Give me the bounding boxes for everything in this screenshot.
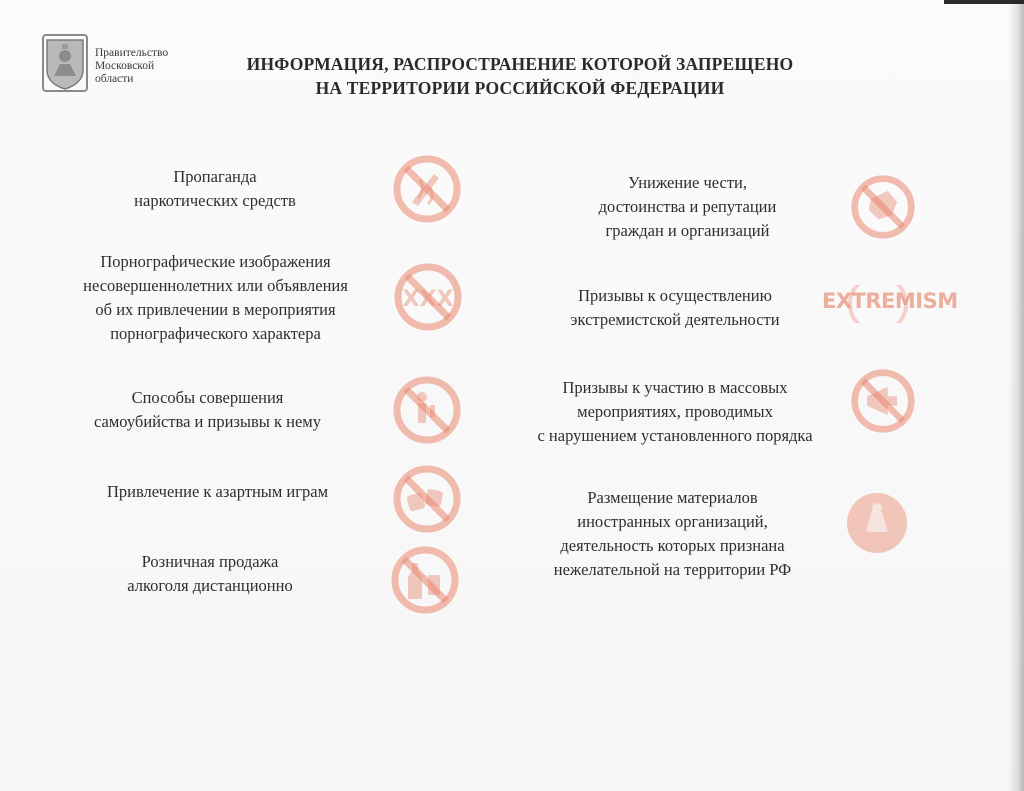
left-item-alcohol-text: Розничная продажа алкоголя дистанционно xyxy=(127,552,293,595)
page-title xyxy=(190,52,850,100)
no-defamation-icon xyxy=(850,174,916,240)
left-item-suicide-text: Способы совершения самоубийства и призывы к нему xyxy=(93,388,321,431)
extremism-icon xyxy=(822,285,958,323)
right-item-defamation-text: Унижение чести, достоинства и репутации граждан и организаций xyxy=(598,173,777,240)
organization-name xyxy=(95,47,168,86)
left-item-drugs-text: Пропаганда наркотических средств xyxy=(134,167,296,210)
foreign-org-icon xyxy=(842,488,912,558)
svg-text:XXX: XXX xyxy=(402,287,454,312)
right-item-extremism-text: Призывы к осуществлению экстремистской деятельности xyxy=(570,286,780,329)
scan-corner-mark xyxy=(944,0,1024,4)
title-line-2: НА ТЕРРИТОРИИ РОССИЙСКОЙ ФЕДЕРАЦИИ xyxy=(315,78,725,98)
left-item-porn-text: Порнографические изображения несовершеннолетних или объявления об их привлечении в мероприятия порнографического характера xyxy=(83,252,348,343)
title-line-1: ИНФОРМАЦИЯ, РАСПРОСТРАНЕНИЕ КОТОРОЙ ЗАПРЕЩЕНО xyxy=(246,54,794,74)
org-line-2: Московской xyxy=(95,60,155,72)
no-drugs-icon xyxy=(392,154,462,224)
no-alcohol-icon xyxy=(390,545,460,615)
moscow-region-coat-of-arms-icon xyxy=(42,34,88,92)
left-item-gambling-text: Привлечение к азартным играм xyxy=(106,482,329,501)
org-line-3: области xyxy=(95,73,134,85)
no-megaphone-icon xyxy=(850,368,916,434)
org-line-1: Правительство xyxy=(95,47,169,59)
right-item-mass-events-text: Призывы к участию в массовых мероприятиях, проводимых с нарушением установленного порядка xyxy=(537,378,813,445)
no-gambling-icon xyxy=(392,464,462,534)
scan-edge-shadow xyxy=(1008,0,1024,791)
no-suicide-icon xyxy=(392,375,462,445)
no-xxx-icon xyxy=(393,262,463,332)
extremism-icon-label: EXTREMISM xyxy=(822,289,958,313)
right-item-foreign-org-text: Размещение материалов иностранных организаций, деятельность которых признана нежелательной на территории РФ xyxy=(553,488,792,579)
